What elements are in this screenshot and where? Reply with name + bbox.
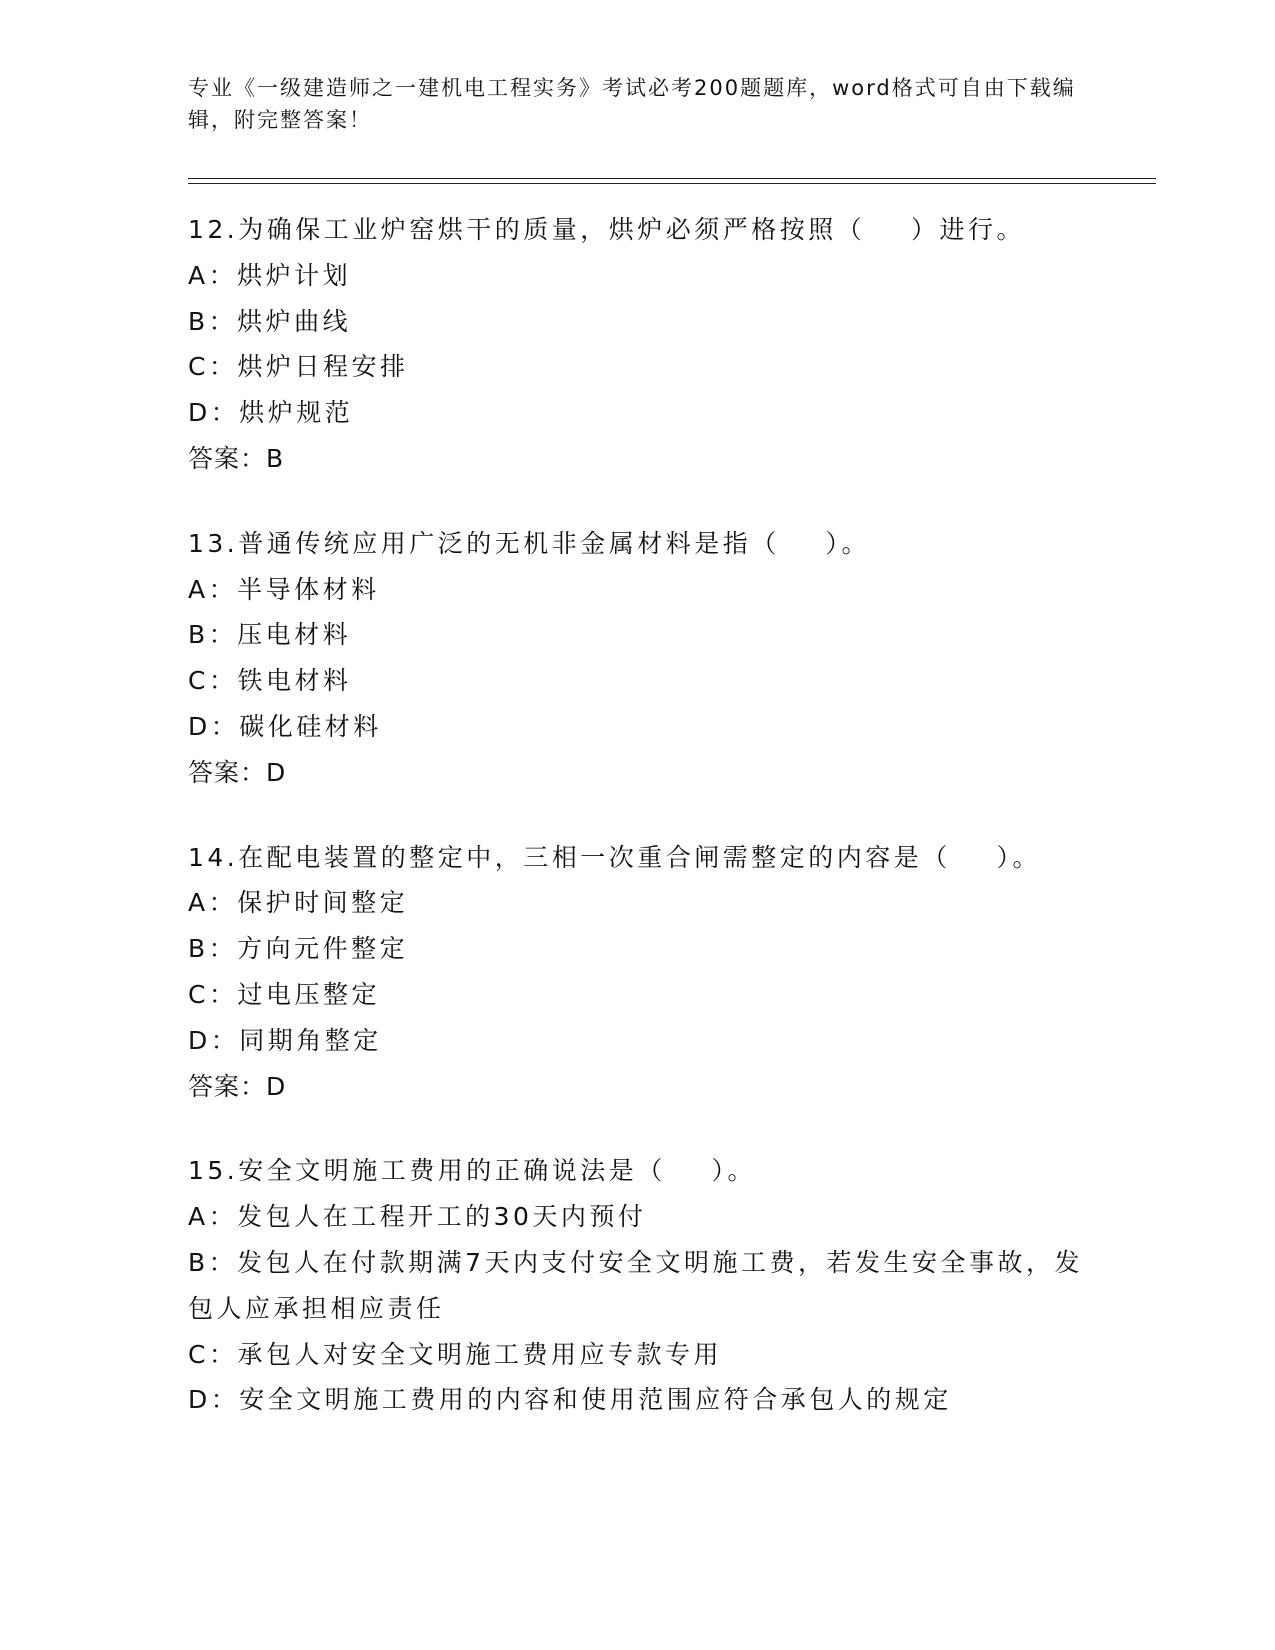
option-a: A：烘炉计划 (188, 260, 352, 290)
question-12 (188, 207, 1088, 482)
answer: 答案：D (188, 757, 287, 787)
option-c: C：过电压整定 (188, 979, 380, 1009)
question-stem: 14.在配电装置的整定中，三相一次重合闸需整定的内容是（ ）。 (188, 842, 1042, 872)
question-stem: 12.为确保工业炉窑烘干的质量，烘炉必须严格按照（ ）进行。 (188, 215, 1026, 244)
header-divider-top (188, 178, 1156, 179)
answer: 答案：D (188, 1071, 287, 1101)
header-divider-bottom (188, 183, 1156, 184)
option-c: C：承包人对安全文明施工费用应专款专用 (188, 1339, 722, 1369)
option-d: D：同期角整定 (188, 1025, 382, 1055)
question-stem: 15.安全文明施工费用的正确说法是（ ）。 (188, 1156, 757, 1186)
question-stem: 13.普通传统应用广泛的无机非金属材料是指（ ）。 (188, 528, 871, 558)
option-b: B：发包人在付款期满7天内支付安全文明施工费，若发生安全事故，发包人应承担相应责任 (188, 1247, 1084, 1323)
option-a: A：半导体材料 (188, 574, 380, 604)
option-c: C：铁电材料 (188, 666, 352, 696)
option-a: A：发包人在工程开工的30天内预付 (188, 1202, 647, 1232)
option-c: C：烘炉日程安排 (188, 352, 409, 382)
option-a: A：保护时间整定 (188, 888, 409, 918)
question-13 (188, 521, 1088, 796)
option-d: D：碳化硅材料 (188, 711, 382, 741)
document-header: 专业《一级建造师之一建机电工程实务》考试必考200题题库，word格式可自由下载编辑，附完整答案！ (188, 76, 1076, 132)
option-b: B：压电材料 (188, 620, 352, 650)
question-14 (188, 835, 1088, 1110)
option-b: B：烘炉曲线 (188, 306, 352, 336)
answer: 答案：B (188, 443, 285, 473)
option-d: D：安全文明施工费用的内容和使用范围应符合承包人的规定 (188, 1385, 952, 1415)
question-15 (188, 1148, 1088, 1423)
option-b: B：方向元件整定 (188, 934, 409, 964)
question-list (188, 207, 1088, 1462)
option-d: D：烘炉规范 (188, 398, 354, 428)
